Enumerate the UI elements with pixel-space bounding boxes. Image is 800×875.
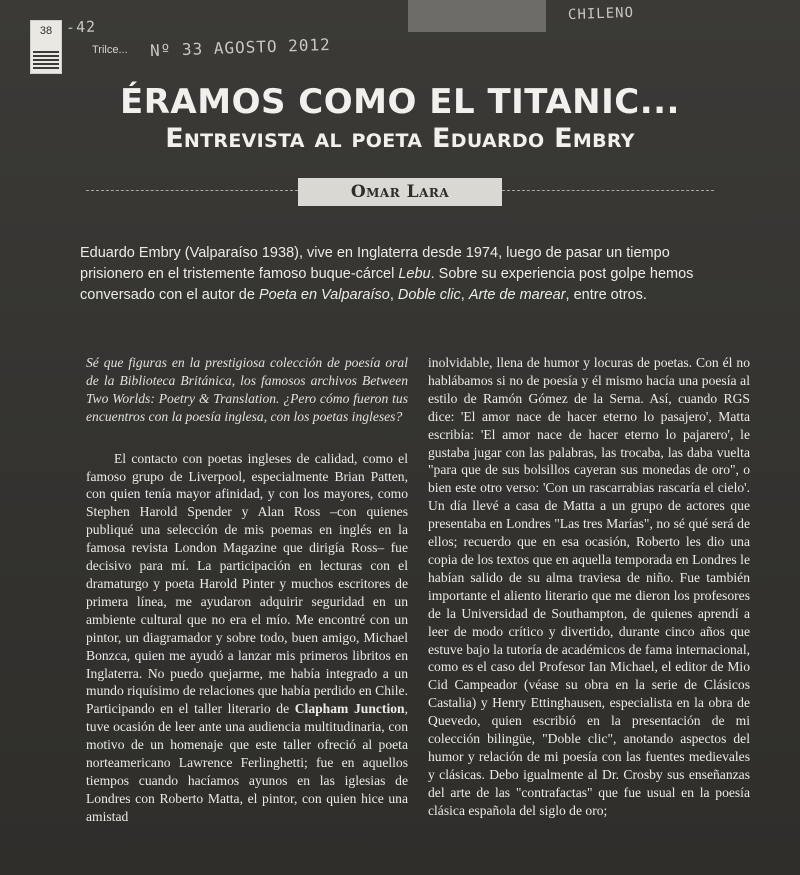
handwritten-page-note: -42 xyxy=(65,17,97,37)
intro-separator-2: , xyxy=(460,287,469,303)
page-number: 38 xyxy=(39,25,53,37)
intro-book-2: Doble clic xyxy=(397,287,461,303)
intro-book-1: Poeta en Valparaíso xyxy=(258,287,390,303)
article-subtitle: Entrevista al poeta Eduardo Embry xyxy=(165,123,635,154)
intro-text-2: . Sobre su experiencia post golpe hemos conversado con el autor de xyxy=(80,266,694,303)
article-title: ÉRAMOS COMO EL TITANIC... xyxy=(120,82,680,122)
byline-rule-left xyxy=(86,190,298,191)
article-column-left xyxy=(86,354,408,826)
intro-text-3: , entre otros. xyxy=(565,287,647,303)
scan-tape-strip xyxy=(408,0,546,32)
answer-left-text-a: El contacto con poetas ingleses de calidad, como el famoso grupo de Liverpool, especialmente Brian Patten, con quien tenía mayor afinidad, y con los mayores, como Stephen Harold Spender y Alan Ross –con quienes publiqué una selección de mis poemas en inglés en la famosa revista London Magazine que dirigía Ross– fue decisivo para mí. La participación en lecturas con el dramaturgo y poeta Harold Pinter y muchos escritores de primera línea, me ayudaron adquirir seguridad en un ambiente cultural que no era el mío. Me encontré con un pintor, un diagramador y sobre todo, buen amigo, Michael Bonzca, quien me ayudó a lanzar mis primeros libritos en Inglaterra. No puedo quejarme, me había integrado a un mundo riquísimo de relaciones que había perdido en Chile. Participando en el taller literario de xyxy=(86,450,408,717)
intro-text-1: Eduardo Embry (Valparaíso 1938), vive en Inglaterra desde 1974, luego de pasar un tiempo prisionero en el tristemente famoso buque-cárcel xyxy=(80,245,670,282)
page-badge-stripes xyxy=(33,51,59,69)
handwritten-issue-note: Nº 33 AGOSTO 2012 xyxy=(149,34,332,61)
interview-answer-left xyxy=(86,450,408,826)
intro-ship-name: Lebu xyxy=(398,266,431,282)
interview-answer-right: inolvidable, llena de humor y locuras de poetas. Con él no hablábamos si no de poesía y él mismo hacía una poesía al estilo de Ramón Gómez de la Serna. Así, cuando RGS dice: 'El amor nace de hacer eterno lo pasajero', Matta escribía: 'El amor nace de hacer eterno lo pajarero', le gustaba jugar con las palabras, las trocaba, las daba vuelta "para que de sus bolsillos cayeran sus monedas de oro", o bien este otro verso: 'Con un rascarrabias rascaría el cielo'. Un día llevé a casa de Matta a un grupo de actores que presentaba en Londres "Las tres Marías", no sé qué será de ellos; recuerdo que en esa ocasión, Roberto les dio una copia de los textos que en aquella temporada en Londres le habían salido de su alma traviesa de niño. Fue también importante el aliento literario que me dieron los profesores de la Universidad de Southampton, de quienes aprendí a leer de modo crítico y divertido, durante cinco años que estuve bajo la tutoría de académicos de fama internacional, como es el caso del Profesor Ian Michael, el editor de Mio Cid Campeador (véase su obra en la serie de Clásicos Castalia) y Henry Ettinghausen, especialista en la obra de Quevedo, quien escribió en la presentación de mi colección bilingüe, "Doble clic", anotando aspectos del humor y relación de mi poesía con las fuentes medievales y clásicas. Debo igualmente al Dr. Crosby sus enseñanzas del arte de las "contrafactas" que fue usual en la poesía clásica española del siglo de oro; xyxy=(428,355,750,818)
handwritten-corner-note: CHILENO xyxy=(567,4,635,24)
answer-left-bold-name: Clapham Junction xyxy=(294,701,405,717)
article-intro xyxy=(80,243,720,306)
article-column-right xyxy=(428,354,750,820)
answer-left-text-b: , tuve ocasión de leer ante una audiencia multitudinaria, con motivo de un homenaje que este taller ofreció al poeta norteamericano Lawrence Ferlinghetti; fue en aquellos tiempos cuando hacíamos ayunos en las iglesias de Londres con Roberto Matta, el pintor, con quien hice una amistad xyxy=(86,701,408,824)
byline-rule-right xyxy=(502,190,714,191)
author-byline: Omar Lara xyxy=(298,178,502,206)
intro-separator-1: , xyxy=(389,287,398,303)
intro-book-3: Arte de marear xyxy=(468,287,566,303)
section-label: Trilce... xyxy=(92,44,128,56)
page-number-badge xyxy=(30,20,62,74)
interview-question: Sé que figuras en la prestigiosa colección de poesía oral de la Biblioteca Británica, los famosos archivos Between Two Worlds: Poetry & Translation. ¿Pero cómo fueron tus encuentros con la poesía inglesa, con los poetas ingleses? xyxy=(86,355,408,424)
